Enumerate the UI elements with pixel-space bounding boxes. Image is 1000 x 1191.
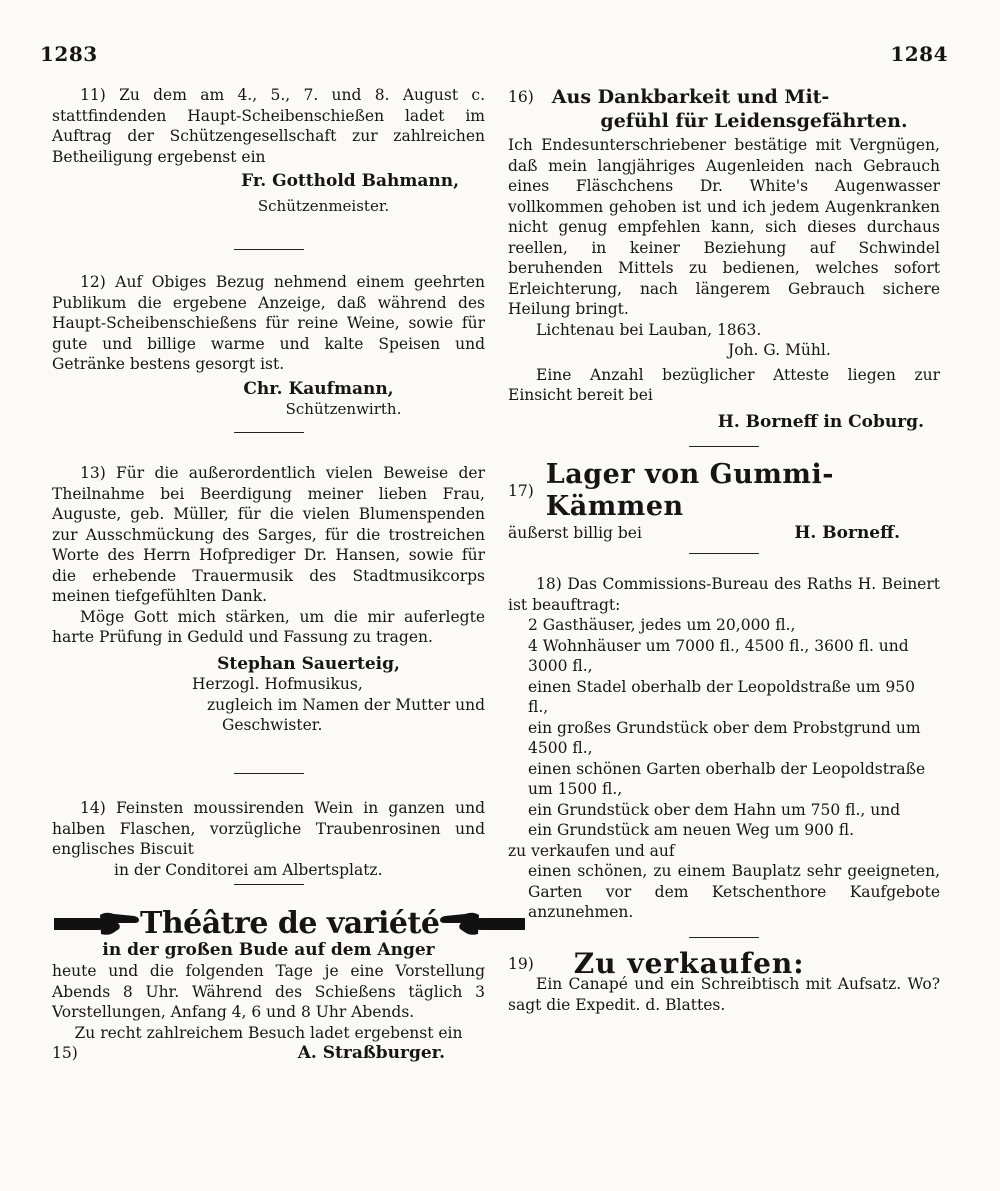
ad16-signature: Joh. G. Mühl.	[728, 341, 831, 359]
theatre-title: Théâtre de variété	[140, 905, 440, 941]
ad13-text2: Möge Gott mich stärken, um die mir auferlegte harte Prüfung in Geduld und Fassung zu tragen.	[52, 607, 485, 646]
ad13-sig-line1: Herzogl. Hofmusikus,	[192, 675, 363, 693]
theatre-heading	[52, 905, 485, 941]
advertisement-17	[508, 459, 940, 545]
ad11-role: Schützenmeister.	[257, 196, 390, 215]
ad18-item: einen schönen Garten oberhalb der Leopoldstraße um 1500 fl.,	[528, 759, 926, 798]
advertisement-14	[52, 798, 485, 878]
advertisement-13	[52, 463, 485, 765]
ad15-number: 15)	[52, 1044, 78, 1062]
right-column	[508, 85, 940, 1015]
ad13-sig-line2: zugleich im Namen der Mutter und	[206, 695, 485, 714]
theatre-text: heute und die folgenden Tage je eine Vorstellung Abends 8 Uhr. Während des Schießens täglich 3 Vorstellungen, Anfang 4, 6 und 8 Uhr Abends.	[52, 962, 485, 1021]
ad16-dealer: H. Borneff in Coburg.	[717, 411, 924, 432]
ad17-line: äußerst billig bei	[508, 524, 642, 542]
page-number-left: 1283	[40, 42, 98, 66]
advertisement-19	[508, 946, 940, 1016]
ad19-number: 19)	[508, 954, 534, 973]
ad14-text: 14) Feinsten moussirenden Wein in ganzen und halben Flaschen, vorzügliche Traubenrosinen und englisches Biscuit	[52, 799, 485, 858]
ad18-item: ein Grundstück ober dem Hahn um 750 fl., und	[528, 800, 901, 819]
ad18-item: 2 Gasthäuser, jedes um 20,000 fl.,	[528, 616, 796, 634]
advertisement-11	[52, 85, 485, 243]
ad17-number: 17)	[508, 481, 534, 500]
ad16-number: 16)	[508, 88, 534, 106]
divider	[689, 553, 759, 554]
ad18-item: ein Grundstück am neuen Weg um 900 fl.	[528, 821, 855, 839]
advertisement-16	[508, 85, 940, 432]
divider	[689, 937, 759, 938]
ad11-signature: Fr. Gotthold Bahmann,	[241, 171, 459, 191]
ad12-text: 12) Auf Obiges Bezug nehmend einem geehrten Publikum die ergebene Anzeige, daß während des Haupt-Scheibenschießens für reine Weine, sowie für gute und billige warme und kalte Speisen und Getränke bestens gesorgt ist.	[52, 273, 485, 373]
ad18-item: ein großes Grundstück ober dem Probstgrund um 4500 fl.,	[528, 718, 921, 757]
ad13-sig-line3: Geschwister.	[222, 716, 323, 734]
ad16-heading	[508, 85, 940, 109]
divider	[234, 773, 304, 774]
ad17-title: Lager von Gummi-Kämmen	[545, 459, 834, 522]
divider	[234, 249, 304, 250]
divider	[689, 446, 759, 447]
ad12-signature: Chr. Kaufmann,	[243, 378, 394, 399]
ad13-text: 13) Für die außerordentlich vielen Beweise der Theilnahme bei Beerdigung meiner lieben Frau, Auguste, geb. Müller, für die vielen Blumenspenden zur Ausschmückung des Sarges, für die trostreichen Worte des Herrn Hofprediger Dr. Hansen, sowie für die erhebende Trauermusik des Stadtmusikcorps meinen tiefgefühlten Dank.	[52, 464, 485, 605]
ad18-garden: einen schönen, zu einem Bauplatz sehr geeigneten, Garten vor dem Ketschenthore Kaufgebote anzunehmen.	[528, 862, 940, 921]
ad16-heading-line2: gefühl für Leidensgefährten.	[600, 110, 908, 132]
ad18-item: einen Stadel oberhalb der Leopoldstraße um 950 fl.,	[528, 677, 915, 716]
ad16-text: Ich Endesunterschriebener bestätige mit Vergnügen, daß mein langjähriges Augenleiden nach Gebrauch eines Fläschchens Dr. White's Augenwasser vollkommen gehoben ist und ich jedem Augenkranken nicht genug empfehlen kann, sich dieses durchaus reellen, in keiner Beziehung auf Schwindel beruhenden Mittels zu bedienen, welches sofort Erleichterung, nach längerem Gebrauch sichere Heilung bringt.	[508, 136, 940, 318]
advertisement-12	[52, 272, 485, 430]
theatre-signature: A. Straßburger.	[297, 1043, 445, 1063]
ad13-signature: Stephan Sauerteig,	[217, 653, 400, 674]
ad18-sell-line: zu verkaufen und auf	[508, 841, 675, 860]
divider	[234, 884, 304, 885]
ad16-place: Lichtenau bei Lauban, 1863.	[536, 320, 762, 339]
theatre-location: in der großen Bude auf dem Anger	[102, 940, 435, 960]
ad12-role: Schützenwirth.	[285, 400, 402, 418]
left-column	[52, 85, 485, 1064]
ad19-text: Ein Canapé und ein Schreibtisch mit Aufsatz. Wo? sagt die Expedit. d. Blattes.	[508, 975, 940, 1014]
divider	[234, 432, 304, 433]
ad14-conditorei: in der Conditorei am Albertsplatz.	[114, 860, 383, 879]
advertisement-18	[508, 574, 940, 923]
ad18-intro: 18) Das Commissions-Bureau des Raths H. Beinert ist beauftragt:	[508, 575, 940, 614]
page-number-right: 1284	[890, 42, 948, 66]
ad19-title: Zu verkaufen:	[573, 946, 805, 980]
ad16-heading-line1: Aus Dankbarkeit und Mit-	[551, 86, 830, 108]
ad11-text: 11) Zu dem am 4., 5., 7. und 8. August c. stattfindenden Haupt-Scheibenschießen ladet im Auftrag der Schützengesellschaft zur zahlreichen Betheiligung ergebenst ein	[52, 86, 485, 166]
ad18-item: 4 Wohnhäuser um 7000 fl., 4500 fl., 3600 fl. und 3000 fl.,	[528, 636, 909, 675]
ad17-signature: H. Borneff.	[794, 523, 900, 543]
ad16-note: Eine Anzahl bezüglicher Atteste liegen zur Einsicht bereit bei	[508, 365, 940, 404]
advertisement-theatre	[52, 905, 485, 1064]
pointing-hand-right-icon	[52, 909, 140, 939]
theatre-invite: Zu recht zahlreichem Besuch ladet ergebenst ein	[74, 1023, 463, 1042]
